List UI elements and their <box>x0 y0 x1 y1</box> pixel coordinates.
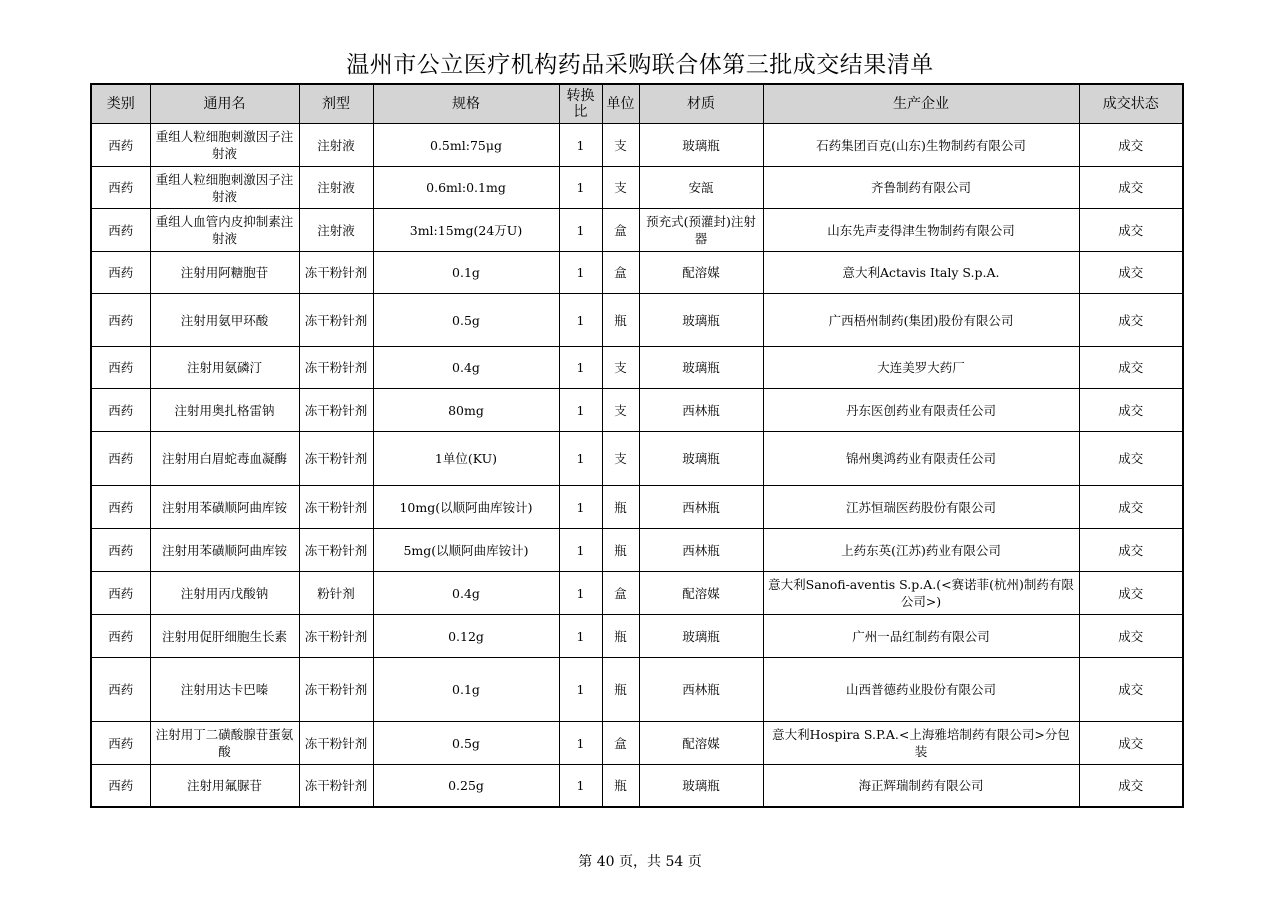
cell-material: 玻璃瓶 <box>639 765 763 807</box>
cell-material: 西林瓶 <box>639 658 763 722</box>
cell-unit: 盒 <box>602 722 639 765</box>
table-row <box>91 658 1183 722</box>
cell-category: 西药 <box>91 124 150 167</box>
cell-category: 西药 <box>91 389 150 432</box>
table-body <box>91 124 1183 807</box>
cell-maker: 意大利Actavis Italy S.p.A. <box>763 252 1079 294</box>
cell-unit: 盒 <box>602 572 639 615</box>
cell-spec: 3ml:15mg(24万U) <box>373 209 559 252</box>
cell-maker: 江苏恒瑞医药股份有限公司 <box>763 486 1079 529</box>
cell-status: 成交 <box>1079 209 1183 252</box>
cell-status: 成交 <box>1079 486 1183 529</box>
cell-form: 冻干粉针剂 <box>299 389 373 432</box>
cell-maker: 广州一品红制药有限公司 <box>763 615 1079 658</box>
cell-ratio: 1 <box>559 124 602 167</box>
cell-spec: 0.12g <box>373 615 559 658</box>
cell-form: 冻干粉针剂 <box>299 432 373 486</box>
cell-form: 粉针剂 <box>299 572 373 615</box>
cell-form: 注射液 <box>299 209 373 252</box>
cell-unit: 支 <box>602 347 639 389</box>
table-row <box>91 722 1183 765</box>
table-row <box>91 252 1183 294</box>
cell-name: 注射用丁二磺酸腺苷蛋氨酸 <box>150 722 299 765</box>
header-form: 剂型 <box>299 84 373 124</box>
table-row <box>91 167 1183 209</box>
cell-unit: 盒 <box>602 252 639 294</box>
header-material: 材质 <box>639 84 763 124</box>
table-row <box>91 347 1183 389</box>
cell-material: 配溶媒 <box>639 722 763 765</box>
cell-name: 注射用氨磷汀 <box>150 347 299 389</box>
cell-spec: 0.1g <box>373 658 559 722</box>
cell-name: 注射用苯磺顺阿曲库铵 <box>150 529 299 572</box>
cell-name: 注射用氨甲环酸 <box>150 294 299 347</box>
cell-category: 西药 <box>91 252 150 294</box>
cell-spec: 0.5g <box>373 722 559 765</box>
cell-status: 成交 <box>1079 572 1183 615</box>
cell-status: 成交 <box>1079 722 1183 765</box>
cell-status: 成交 <box>1079 294 1183 347</box>
cell-status: 成交 <box>1079 432 1183 486</box>
cell-ratio: 1 <box>559 486 602 529</box>
cell-material: 玻璃瓶 <box>639 124 763 167</box>
cell-name: 注射用阿糖胞苷 <box>150 252 299 294</box>
cell-category: 西药 <box>91 486 150 529</box>
cell-category: 西药 <box>91 432 150 486</box>
cell-spec: 0.5ml:75μg <box>373 124 559 167</box>
cell-ratio: 1 <box>559 167 602 209</box>
cell-material: 预充式(预灌封)注射器 <box>639 209 763 252</box>
page-footer: 第 40 页，共 54 页 <box>578 854 702 870</box>
results-table <box>90 83 1184 808</box>
cell-maker: 意大利Sanofi-aventis S.p.A.(<赛诺菲(杭州)制药有限公司>) <box>763 572 1079 615</box>
table-row <box>91 615 1183 658</box>
cell-maker: 石药集团百克(山东)生物制药有限公司 <box>763 124 1079 167</box>
cell-status: 成交 <box>1079 765 1183 807</box>
header-ratio: 转换比 <box>559 84 602 124</box>
cell-category: 西药 <box>91 347 150 389</box>
cell-status: 成交 <box>1079 389 1183 432</box>
cell-material: 配溶媒 <box>639 252 763 294</box>
cell-ratio: 1 <box>559 722 602 765</box>
cell-category: 西药 <box>91 658 150 722</box>
cell-name: 重组人粒细胞刺激因子注射液 <box>150 167 299 209</box>
cell-maker: 齐鲁制药有限公司 <box>763 167 1079 209</box>
header-spec: 规格 <box>373 84 559 124</box>
cell-status: 成交 <box>1079 124 1183 167</box>
cell-unit: 支 <box>602 167 639 209</box>
cell-category: 西药 <box>91 167 150 209</box>
cell-status: 成交 <box>1079 347 1183 389</box>
cell-material: 西林瓶 <box>639 389 763 432</box>
cell-spec: 5mg(以顺阿曲库铵计) <box>373 529 559 572</box>
cell-form: 注射液 <box>299 124 373 167</box>
cell-ratio: 1 <box>559 347 602 389</box>
cell-material: 玻璃瓶 <box>639 615 763 658</box>
table-row <box>91 294 1183 347</box>
cell-spec: 0.4g <box>373 347 559 389</box>
cell-spec: 0.25g <box>373 765 559 807</box>
cell-unit: 瓶 <box>602 486 639 529</box>
table-row <box>91 389 1183 432</box>
cell-category: 西药 <box>91 722 150 765</box>
cell-unit: 瓶 <box>602 529 639 572</box>
cell-maker: 锦州奥鸿药业有限责任公司 <box>763 432 1079 486</box>
cell-category: 西药 <box>91 209 150 252</box>
cell-spec: 80mg <box>373 389 559 432</box>
cell-category: 西药 <box>91 294 150 347</box>
header-status: 成交状态 <box>1079 84 1183 124</box>
header-category: 类别 <box>91 84 150 124</box>
cell-form: 冻干粉针剂 <box>299 252 373 294</box>
cell-maker: 丹东医创药业有限责任公司 <box>763 389 1079 432</box>
cell-status: 成交 <box>1079 615 1183 658</box>
cell-unit: 支 <box>602 124 639 167</box>
cell-name: 重组人血管内皮抑制素注射液 <box>150 209 299 252</box>
cell-name: 注射用氟脲苷 <box>150 765 299 807</box>
table-header-row <box>91 84 1183 124</box>
cell-form: 冻干粉针剂 <box>299 294 373 347</box>
cell-form: 注射液 <box>299 167 373 209</box>
table-row <box>91 209 1183 252</box>
cell-name: 注射用促肝细胞生长素 <box>150 615 299 658</box>
table-row <box>91 486 1183 529</box>
cell-unit: 支 <box>602 389 639 432</box>
page-title: 温州市公立医疗机构药品采购联合体第三批成交结果清单 <box>346 52 934 78</box>
cell-name: 重组人粒细胞刺激因子注射液 <box>150 124 299 167</box>
cell-unit: 瓶 <box>602 294 639 347</box>
cell-ratio: 1 <box>559 572 602 615</box>
cell-spec: 0.1g <box>373 252 559 294</box>
cell-ratio: 1 <box>559 432 602 486</box>
cell-status: 成交 <box>1079 252 1183 294</box>
cell-maker: 意大利Hospira S.P.A.<上海雅培制药有限公司>分包装 <box>763 722 1079 765</box>
cell-name: 注射用丙戊酸钠 <box>150 572 299 615</box>
cell-unit: 瓶 <box>602 615 639 658</box>
cell-material: 西林瓶 <box>639 529 763 572</box>
cell-category: 西药 <box>91 529 150 572</box>
cell-spec: 0.5g <box>373 294 559 347</box>
cell-maker: 山东先声麦得津生物制药有限公司 <box>763 209 1079 252</box>
cell-status: 成交 <box>1079 658 1183 722</box>
cell-unit: 瓶 <box>602 658 639 722</box>
cell-status: 成交 <box>1079 529 1183 572</box>
cell-form: 冻干粉针剂 <box>299 347 373 389</box>
header-name: 通用名 <box>150 84 299 124</box>
cell-material: 西林瓶 <box>639 486 763 529</box>
cell-ratio: 1 <box>559 615 602 658</box>
cell-form: 冻干粉针剂 <box>299 765 373 807</box>
cell-form: 冻干粉针剂 <box>299 486 373 529</box>
cell-maker: 大连美罗大药厂 <box>763 347 1079 389</box>
table-row <box>91 124 1183 167</box>
cell-spec: 0.6ml:0.1mg <box>373 167 559 209</box>
cell-maker: 海正辉瑞制药有限公司 <box>763 765 1079 807</box>
cell-form: 冻干粉针剂 <box>299 722 373 765</box>
cell-ratio: 1 <box>559 252 602 294</box>
cell-ratio: 1 <box>559 658 602 722</box>
table-row <box>91 572 1183 615</box>
cell-form: 冻干粉针剂 <box>299 529 373 572</box>
header-unit: 单位 <box>602 84 639 124</box>
cell-name: 注射用奥扎格雷钠 <box>150 389 299 432</box>
cell-ratio: 1 <box>559 209 602 252</box>
cell-spec: 1单位(KU) <box>373 432 559 486</box>
cell-category: 西药 <box>91 615 150 658</box>
cell-maker: 上药东英(江苏)药业有限公司 <box>763 529 1079 572</box>
cell-category: 西药 <box>91 572 150 615</box>
cell-spec: 10mg(以顺阿曲库铵计) <box>373 486 559 529</box>
cell-ratio: 1 <box>559 765 602 807</box>
cell-form: 冻干粉针剂 <box>299 615 373 658</box>
cell-ratio: 1 <box>559 529 602 572</box>
table-row <box>91 432 1183 486</box>
cell-name: 注射用白眉蛇毒血凝酶 <box>150 432 299 486</box>
cell-material: 玻璃瓶 <box>639 347 763 389</box>
cell-unit: 盒 <box>602 209 639 252</box>
cell-material: 安瓿 <box>639 167 763 209</box>
cell-material: 配溶媒 <box>639 572 763 615</box>
cell-name: 注射用苯磺顺阿曲库铵 <box>150 486 299 529</box>
cell-status: 成交 <box>1079 167 1183 209</box>
cell-material: 玻璃瓶 <box>639 294 763 347</box>
cell-unit: 瓶 <box>602 765 639 807</box>
cell-unit: 支 <box>602 432 639 486</box>
cell-form: 冻干粉针剂 <box>299 658 373 722</box>
cell-material: 玻璃瓶 <box>639 432 763 486</box>
cell-ratio: 1 <box>559 389 602 432</box>
cell-category: 西药 <box>91 765 150 807</box>
table-row <box>91 529 1183 572</box>
cell-maker: 山西普德药业股份有限公司 <box>763 658 1079 722</box>
cell-spec: 0.4g <box>373 572 559 615</box>
cell-name: 注射用达卡巴嗪 <box>150 658 299 722</box>
cell-maker: 广西梧州制药(集团)股份有限公司 <box>763 294 1079 347</box>
table-row <box>91 765 1183 807</box>
header-maker: 生产企业 <box>763 84 1079 124</box>
cell-ratio: 1 <box>559 294 602 347</box>
